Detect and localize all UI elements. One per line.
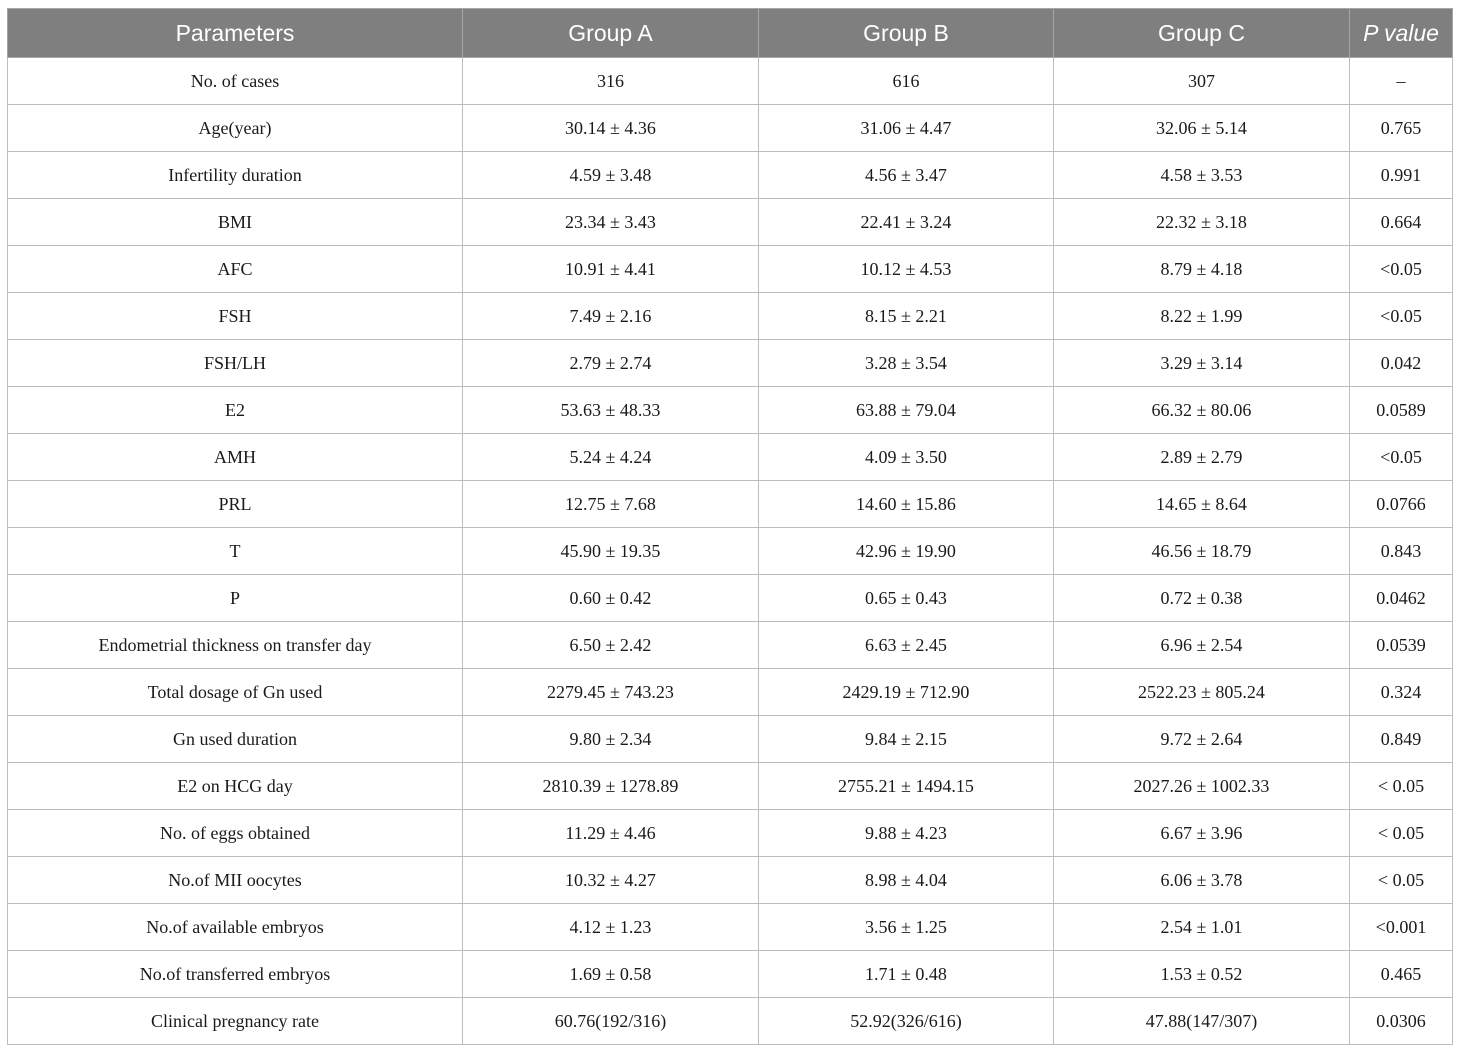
cell-parameter: E2 — [8, 387, 463, 434]
cell-p-value: 0.849 — [1350, 716, 1453, 763]
cell-p-value: 0.765 — [1350, 105, 1453, 152]
cell-group-a: 10.32 ± 4.27 — [463, 857, 759, 904]
cell-group-a: 53.63 ± 48.33 — [463, 387, 759, 434]
cell-group-c: 47.88(147/307) — [1054, 998, 1350, 1045]
table-row — [8, 293, 1453, 340]
table-header — [8, 9, 1453, 58]
header-group-a: Group A — [463, 9, 759, 58]
table-row — [8, 58, 1453, 105]
cell-group-b: 1.71 ± 0.48 — [759, 951, 1054, 998]
cell-p-value: < 0.05 — [1350, 810, 1453, 857]
cell-parameter: No.of MII oocytes — [8, 857, 463, 904]
cell-group-b: 6.63 ± 2.45 — [759, 622, 1054, 669]
cell-group-a: 5.24 ± 4.24 — [463, 434, 759, 481]
cell-group-c: 307 — [1054, 58, 1350, 105]
table-row — [8, 951, 1453, 998]
cell-parameter: No. of eggs obtained — [8, 810, 463, 857]
table-row — [8, 763, 1453, 810]
cell-parameter: E2 on HCG day — [8, 763, 463, 810]
cell-group-c: 2027.26 ± 1002.33 — [1054, 763, 1350, 810]
cell-group-c: 2.89 ± 2.79 — [1054, 434, 1350, 481]
cell-group-a: 30.14 ± 4.36 — [463, 105, 759, 152]
table-row — [8, 716, 1453, 763]
cell-group-a: 4.59 ± 3.48 — [463, 152, 759, 199]
cell-parameter: No. of cases — [8, 58, 463, 105]
cell-parameter: FSH/LH — [8, 340, 463, 387]
cell-group-b: 10.12 ± 4.53 — [759, 246, 1054, 293]
table-row — [8, 904, 1453, 951]
cell-p-value: 0.991 — [1350, 152, 1453, 199]
table-row — [8, 998, 1453, 1045]
table-row — [8, 434, 1453, 481]
table-row — [8, 857, 1453, 904]
cell-group-b: 42.96 ± 19.90 — [759, 528, 1054, 575]
cell-group-a: 12.75 ± 7.68 — [463, 481, 759, 528]
cell-parameter: T — [8, 528, 463, 575]
cell-parameter: P — [8, 575, 463, 622]
table-row — [8, 246, 1453, 293]
cell-p-value: < 0.05 — [1350, 857, 1453, 904]
table-row — [8, 669, 1453, 716]
cell-group-c: 6.96 ± 2.54 — [1054, 622, 1350, 669]
cell-group-c: 8.79 ± 4.18 — [1054, 246, 1350, 293]
cell-group-a: 2.79 ± 2.74 — [463, 340, 759, 387]
parameters-table — [7, 8, 1453, 1045]
table-body — [8, 58, 1453, 1045]
cell-group-c: 1.53 ± 0.52 — [1054, 951, 1350, 998]
cell-group-b: 22.41 ± 3.24 — [759, 199, 1054, 246]
cell-parameter: Gn used duration — [8, 716, 463, 763]
cell-p-value: 0.0766 — [1350, 481, 1453, 528]
cell-parameter: No.of available embryos — [8, 904, 463, 951]
cell-p-value: 0.0539 — [1350, 622, 1453, 669]
cell-group-a: 10.91 ± 4.41 — [463, 246, 759, 293]
cell-group-a: 9.80 ± 2.34 — [463, 716, 759, 763]
cell-p-value: 0.042 — [1350, 340, 1453, 387]
cell-group-a: 6.50 ± 2.42 — [463, 622, 759, 669]
cell-group-b: 14.60 ± 15.86 — [759, 481, 1054, 528]
cell-group-b: 4.56 ± 3.47 — [759, 152, 1054, 199]
header-group-b: Group B — [759, 9, 1054, 58]
cell-group-b: 9.84 ± 2.15 — [759, 716, 1054, 763]
cell-p-value: 0.465 — [1350, 951, 1453, 998]
cell-group-b: 8.15 ± 2.21 — [759, 293, 1054, 340]
cell-group-a: 2279.45 ± 743.23 — [463, 669, 759, 716]
cell-group-c: 4.58 ± 3.53 — [1054, 152, 1350, 199]
cell-parameter: FSH — [8, 293, 463, 340]
cell-group-b: 2429.19 ± 712.90 — [759, 669, 1054, 716]
cell-group-c: 6.06 ± 3.78 — [1054, 857, 1350, 904]
cell-parameter: BMI — [8, 199, 463, 246]
cell-parameter: AMH — [8, 434, 463, 481]
cell-p-value: <0.05 — [1350, 434, 1453, 481]
cell-group-b: 0.65 ± 0.43 — [759, 575, 1054, 622]
cell-p-value: 0.843 — [1350, 528, 1453, 575]
cell-group-b: 9.88 ± 4.23 — [759, 810, 1054, 857]
cell-p-value: 0.0306 — [1350, 998, 1453, 1045]
cell-group-b: 8.98 ± 4.04 — [759, 857, 1054, 904]
cell-group-a: 23.34 ± 3.43 — [463, 199, 759, 246]
cell-group-a: 4.12 ± 1.23 — [463, 904, 759, 951]
header-group-c: Group C — [1054, 9, 1350, 58]
cell-parameter: Clinical pregnancy rate — [8, 998, 463, 1045]
cell-p-value: < 0.05 — [1350, 763, 1453, 810]
cell-parameter: AFC — [8, 246, 463, 293]
cell-parameter: No.of transferred embryos — [8, 951, 463, 998]
cell-group-c: 6.67 ± 3.96 — [1054, 810, 1350, 857]
cell-group-c: 3.29 ± 3.14 — [1054, 340, 1350, 387]
cell-group-c: 9.72 ± 2.64 — [1054, 716, 1350, 763]
cell-group-c: 22.32 ± 3.18 — [1054, 199, 1350, 246]
cell-p-value: <0.05 — [1350, 246, 1453, 293]
cell-group-c: 32.06 ± 5.14 — [1054, 105, 1350, 152]
cell-p-value: 0.0589 — [1350, 387, 1453, 434]
cell-parameter: Total dosage of Gn used — [8, 669, 463, 716]
cell-group-a: 1.69 ± 0.58 — [463, 951, 759, 998]
table-row — [8, 105, 1453, 152]
cell-group-c: 8.22 ± 1.99 — [1054, 293, 1350, 340]
table-row — [8, 152, 1453, 199]
table-row — [8, 528, 1453, 575]
cell-p-value: – — [1350, 58, 1453, 105]
cell-parameter: Age(year) — [8, 105, 463, 152]
table-row — [8, 387, 1453, 434]
table-row — [8, 622, 1453, 669]
cell-group-a: 2810.39 ± 1278.89 — [463, 763, 759, 810]
table-row — [8, 340, 1453, 387]
table-row — [8, 575, 1453, 622]
cell-group-c: 46.56 ± 18.79 — [1054, 528, 1350, 575]
cell-group-c: 14.65 ± 8.64 — [1054, 481, 1350, 528]
cell-group-c: 2.54 ± 1.01 — [1054, 904, 1350, 951]
cell-group-b: 63.88 ± 79.04 — [759, 387, 1054, 434]
cell-group-b: 31.06 ± 4.47 — [759, 105, 1054, 152]
header-p-value: P value — [1350, 9, 1453, 58]
cell-group-a: 0.60 ± 0.42 — [463, 575, 759, 622]
cell-group-b: 2755.21 ± 1494.15 — [759, 763, 1054, 810]
cell-parameter: Infertility duration — [8, 152, 463, 199]
cell-parameter: PRL — [8, 481, 463, 528]
table-row — [8, 810, 1453, 857]
table-row — [8, 481, 1453, 528]
cell-group-b: 4.09 ± 3.50 — [759, 434, 1054, 481]
cell-group-b: 52.92(326/616) — [759, 998, 1054, 1045]
cell-group-c: 2522.23 ± 805.24 — [1054, 669, 1350, 716]
cell-group-b: 616 — [759, 58, 1054, 105]
cell-group-c: 66.32 ± 80.06 — [1054, 387, 1350, 434]
cell-p-value: 0.664 — [1350, 199, 1453, 246]
cell-group-a: 45.90 ± 19.35 — [463, 528, 759, 575]
cell-group-c: 0.72 ± 0.38 — [1054, 575, 1350, 622]
header-row — [8, 9, 1453, 58]
header-parameters: Parameters — [8, 9, 463, 58]
cell-p-value: 0.0462 — [1350, 575, 1453, 622]
cell-p-value: 0.324 — [1350, 669, 1453, 716]
cell-p-value: <0.001 — [1350, 904, 1453, 951]
cell-group-b: 3.28 ± 3.54 — [759, 340, 1054, 387]
cell-group-a: 11.29 ± 4.46 — [463, 810, 759, 857]
table-row — [8, 199, 1453, 246]
cell-p-value: <0.05 — [1350, 293, 1453, 340]
cell-group-a: 60.76(192/316) — [463, 998, 759, 1045]
cell-group-a: 7.49 ± 2.16 — [463, 293, 759, 340]
cell-parameter: Endometrial thickness on transfer day — [8, 622, 463, 669]
cell-group-b: 3.56 ± 1.25 — [759, 904, 1054, 951]
cell-group-a: 316 — [463, 58, 759, 105]
